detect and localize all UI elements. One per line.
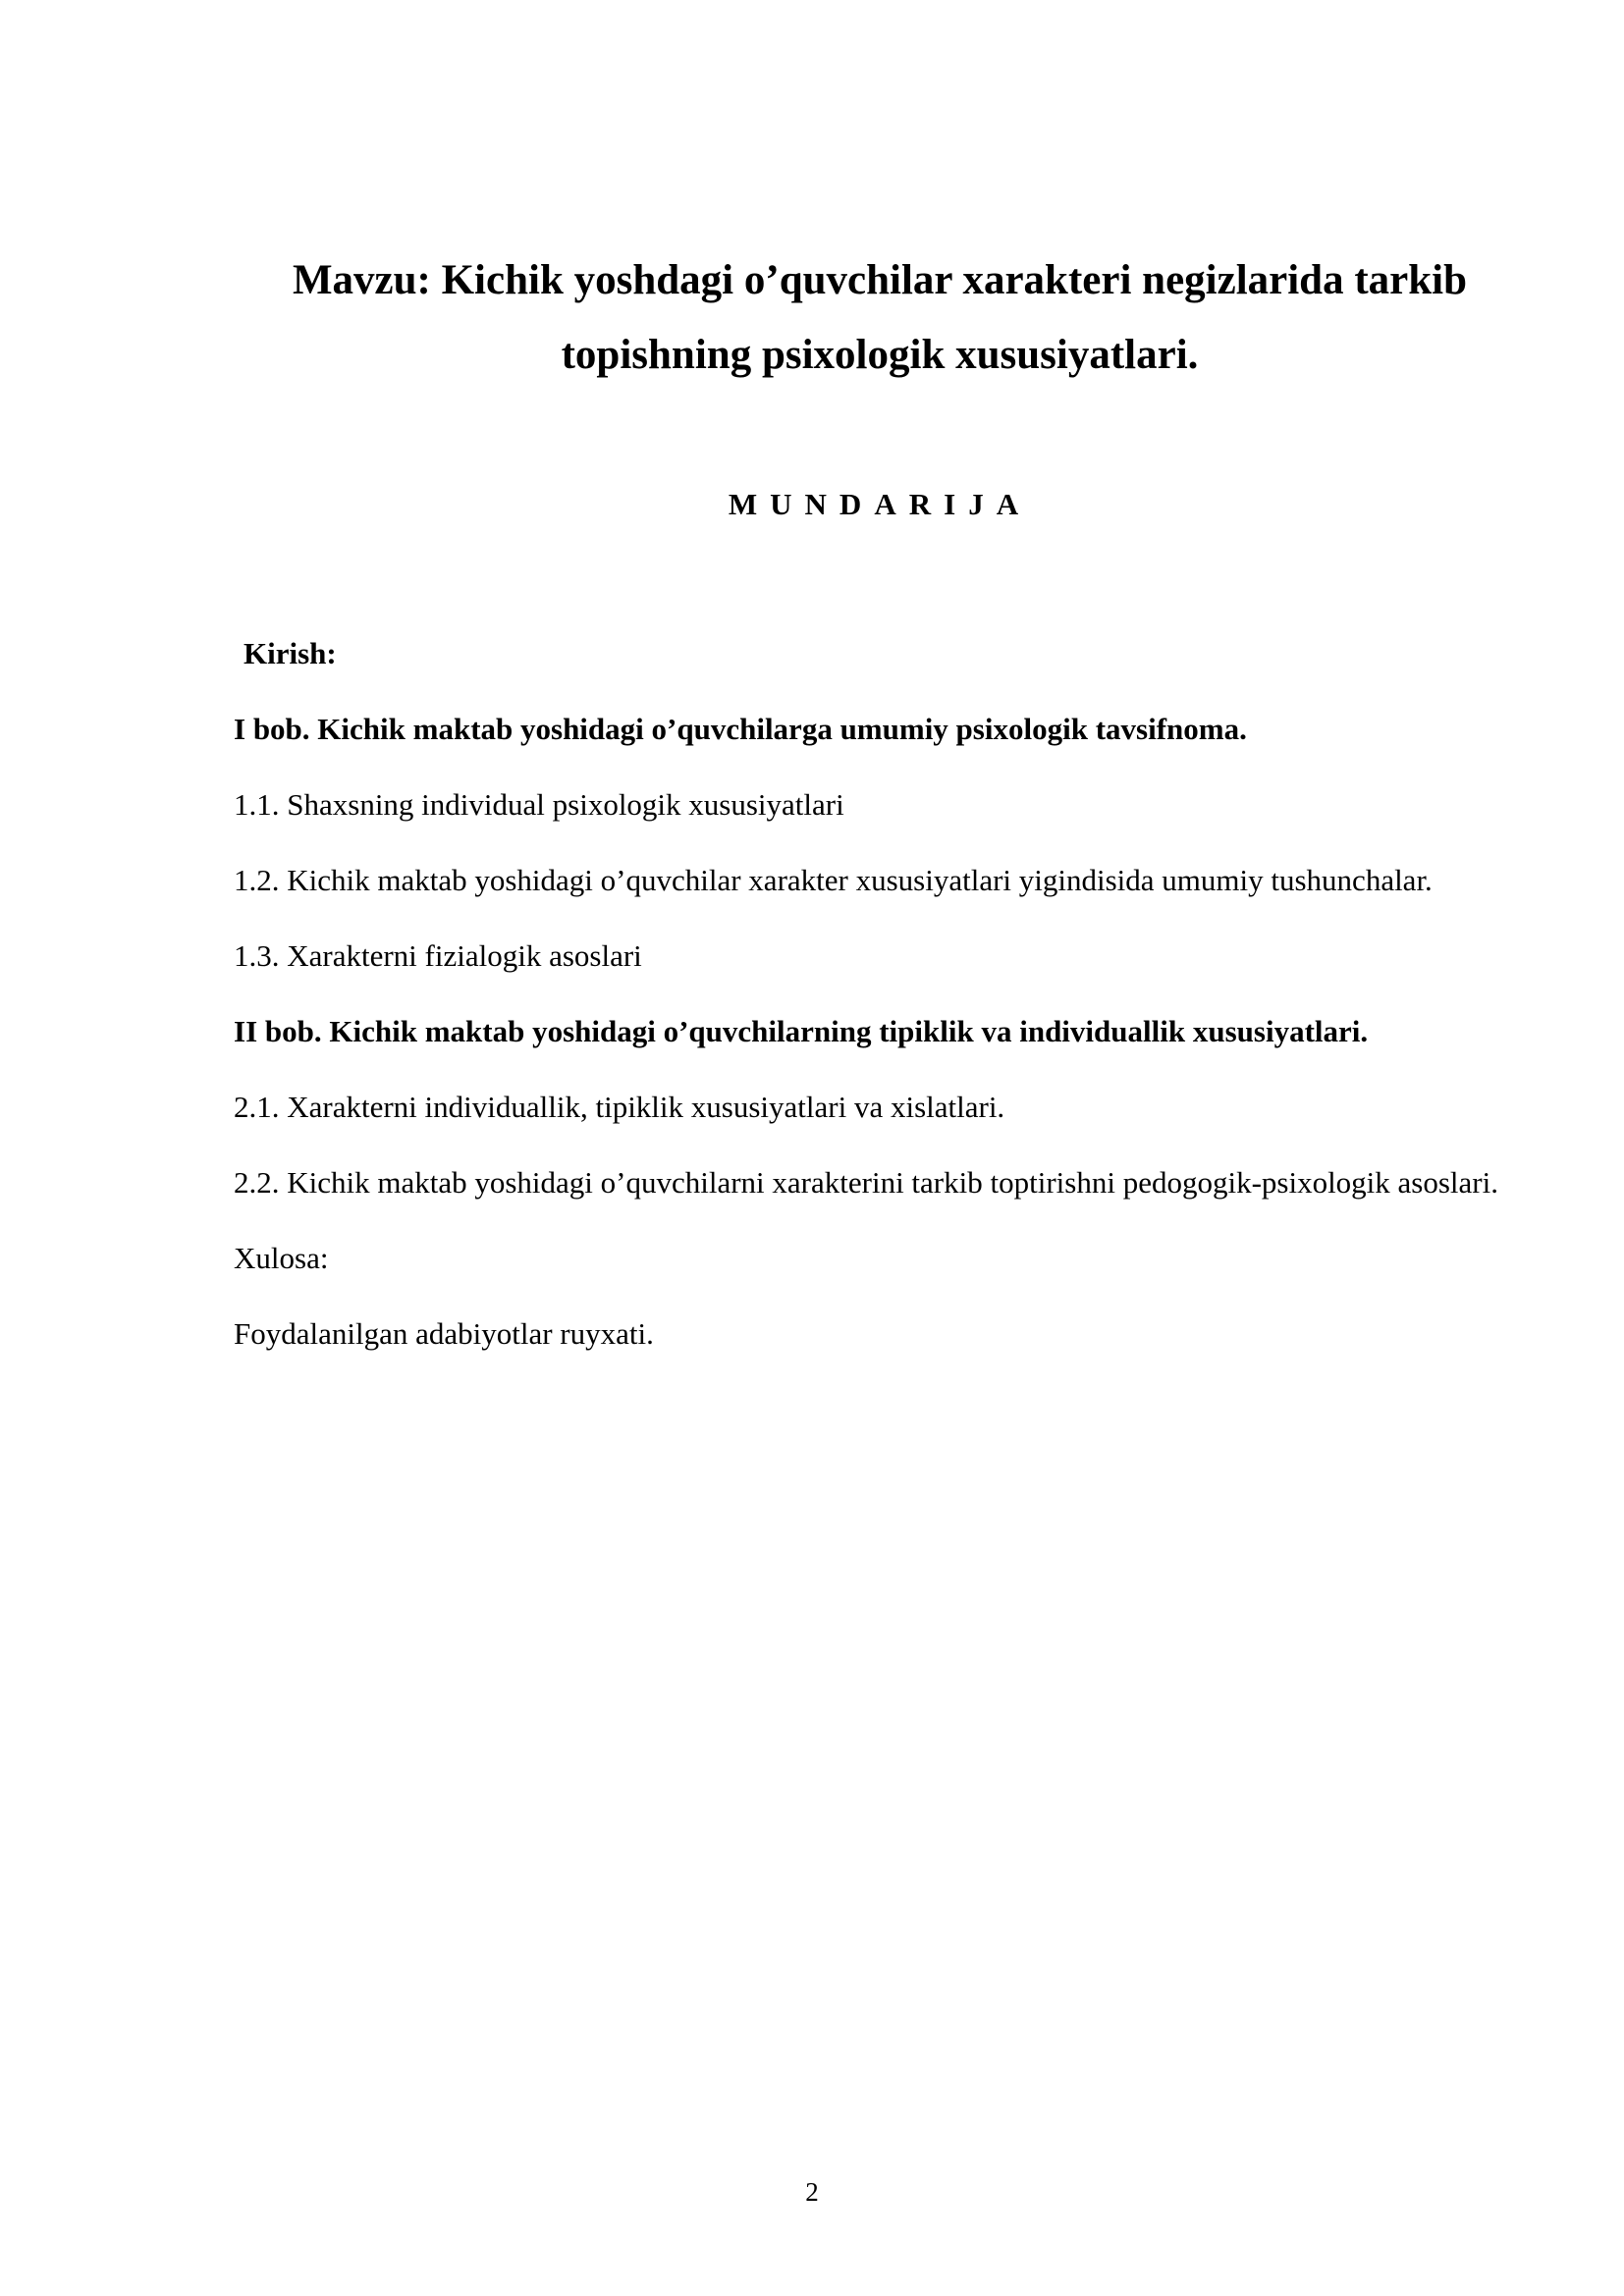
toc-item-chapter-1: I bob. Kichik maktab yoshidagi o’quvchilarga umumiy psixologik tavsifnoma. (234, 712, 1247, 746)
toc-item-chapter-2: II bob. Kichik maktab yoshidagi o’quvchilarning tipiklik va individuallik xususiyatlari. (234, 1014, 1369, 1048)
toc-item-introduction: Kirish: (244, 636, 337, 670)
contents-heading: MUNDARIJA (728, 487, 1032, 521)
toc-item-section-1-1: 1.1. Shaxsning individual psixologik xususiyatlari (234, 787, 844, 822)
toc-item-references: Foydalanilgan adabiyotlar ruyxati. (234, 1316, 654, 1351)
page-number: 2 (805, 2177, 819, 2207)
toc-item-section-2-1: 2.1. Xarakterni individuallik, tipiklik xususiyatlari va xislatlari. (234, 1090, 1005, 1124)
table-of-contents (234, 615, 1516, 1371)
toc-item-conclusion: Xulosa: (234, 1241, 329, 1275)
toc-item-section-1-2: 1.2. Kichik maktab yoshidagi o’quvchilar xarakter xususiyatlari yigindisida umumiy tushunchalar. (234, 863, 1433, 897)
toc-item-section-2-2: 2.2. Kichik maktab yoshidagi o’quvchilarni xarakterini tarkib toptirishni pedogogik-psixologik asoslari. (234, 1165, 1498, 1200)
toc-item-section-1-3: 1.3. Xarakterni fizialogik asoslari (234, 938, 642, 973)
document-title: Mavzu: Kichik yoshdagi o’quvchilar xarakteri negizlarida tarkib topishning psixologik xususiyatlari. (292, 257, 1468, 378)
